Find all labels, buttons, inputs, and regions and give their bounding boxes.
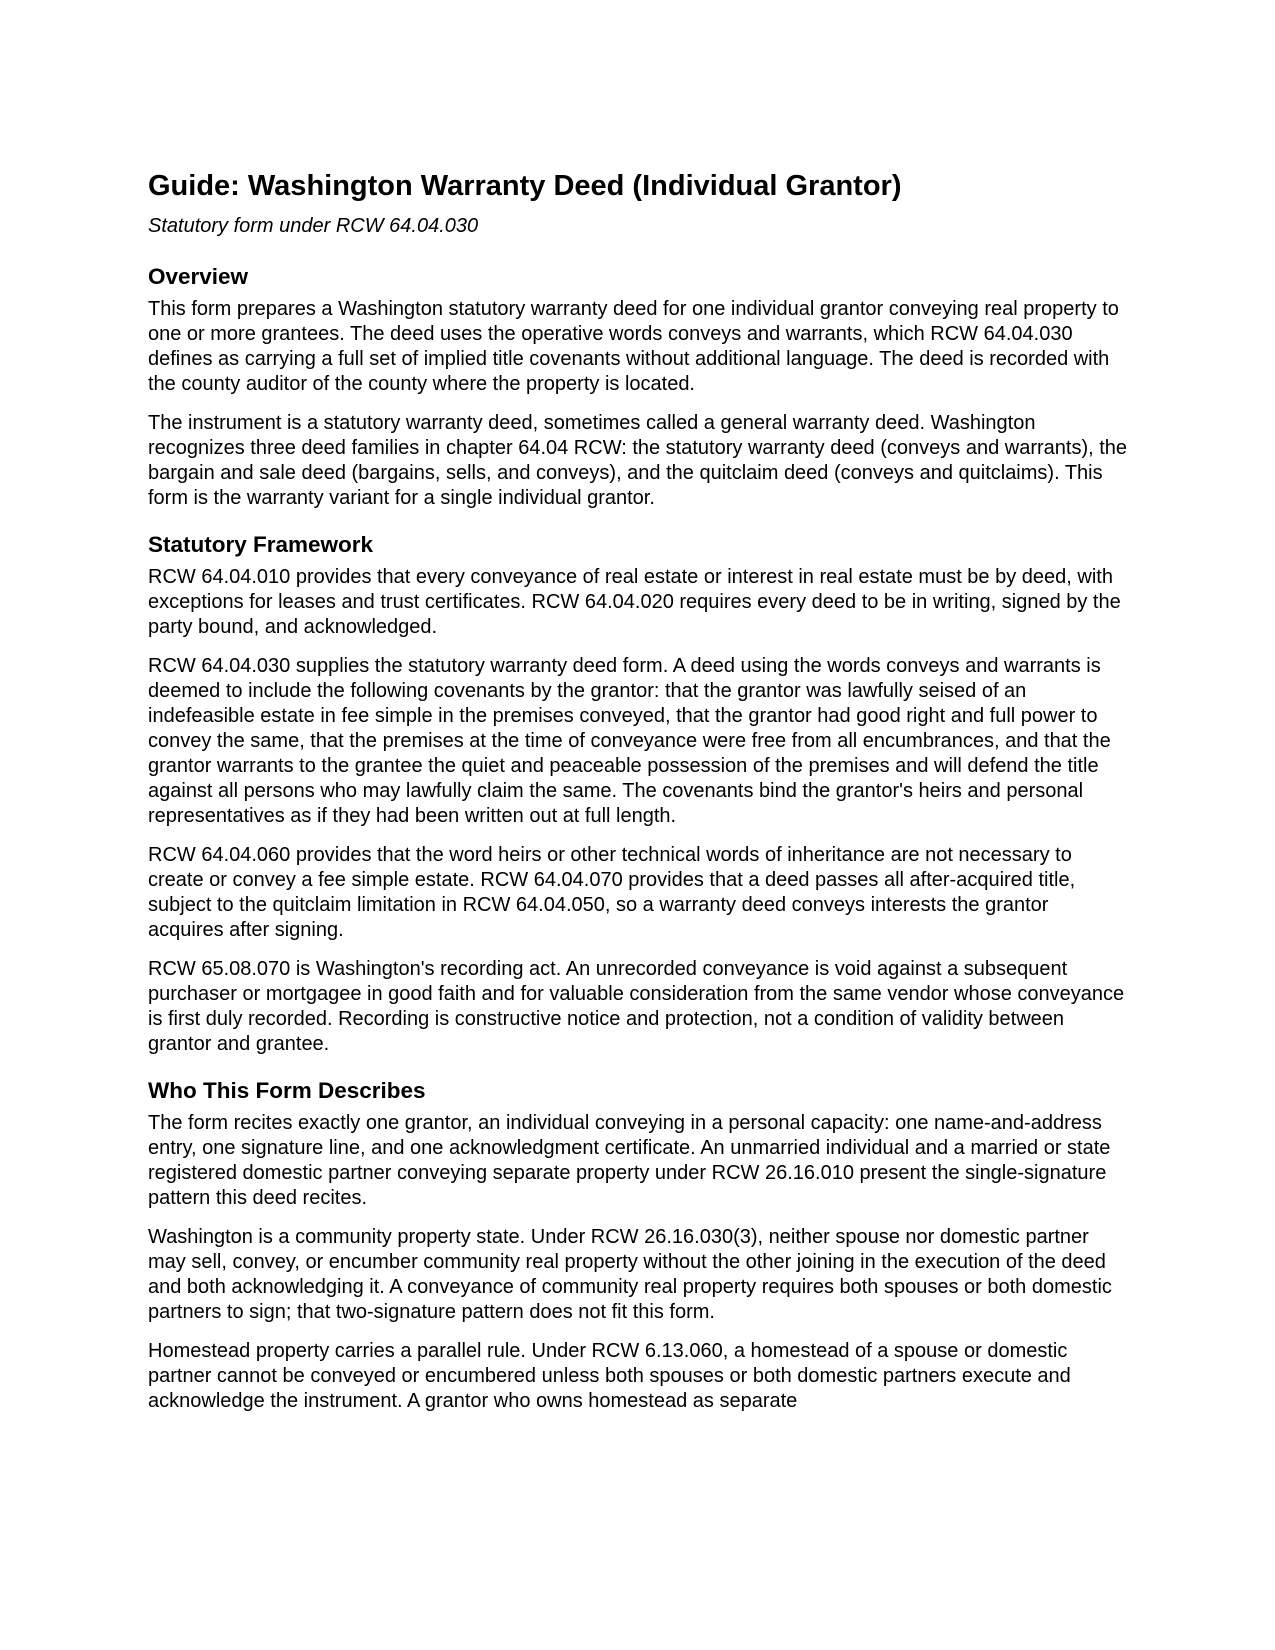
document-title: Guide: Washington Warranty Deed (Individual Grantor) xyxy=(148,170,902,202)
section-heading: Overview xyxy=(148,264,249,289)
section-statutory-framework xyxy=(148,531,1128,1057)
paragraph: RCW 64.04.010 provides that every conveyance of real estate or interest in real estate must be by deed, with exceptions for leases and trust certificates. RCW 64.04.020 requires every deed to be in writing, signed by the party bound, and acknowledged. xyxy=(148,566,1121,638)
paragraph: The form recites exactly one grantor, an individual conveying in a personal capacity: one name-and-address entry, one signature line, and one acknowledgment certificate. An unmarried individual and a married or state registered domestic partner conveying separate property under RCW 26.16.010 present the single-signature pattern this deed recites. xyxy=(148,1112,1111,1209)
section-heading: Statutory Framework xyxy=(148,532,374,557)
paragraph: This form prepares a Washington statutory warranty deed for one individual grantor conveying real property to one or more grantees. The deed uses the operative words conveys and warrants, which RCW 64.04.030 defines as carrying a full set of implied title covenants without additional language. The deed is recorded with the county auditor of the county where the property is located. xyxy=(148,298,1119,395)
section-who-this-form-describes xyxy=(148,1077,1128,1414)
paragraph: RCW 65.08.070 is Washington's recording act. An unrecorded conveyance is void against a subsequent purchaser or mortgagee in good faith and for valuable consideration from the same vendor whose conveyance is first duly recorded. Recording is constructive notice and protection, not a condition of validity between grantor and grantee. xyxy=(148,958,1125,1055)
section-overview xyxy=(148,263,1128,511)
document-page xyxy=(148,168,1128,1414)
paragraph: Homestead property carries a parallel rule. Under RCW 6.13.060, a homestead of a spouse or domestic partner cannot be conveyed or encumbered unless both spouses or both domestic partners execute and acknowledge the instrument. A grantor who owns homestead as separate xyxy=(148,1340,1071,1412)
paragraph: Washington is a community property state. Under RCW 26.16.030(3), neither spouse nor domestic partner may sell, convey, or encumber community real property without the other joining in the execution of the deed and both acknowledging it. A conveyance of community real property requires both spouses or both domestic partners to sign; that two-signature pattern does not fit this form. xyxy=(148,1226,1112,1323)
paragraph: RCW 64.04.060 provides that the word heirs or other technical words of inheritance are not necessary to create or convey a fee simple estate. RCW 64.04.070 provides that a deed passes all after-acquired title, subject to the quitclaim limitation in RCW 64.04.050, so a warranty deed conveys interests the grantor acquires after signing. xyxy=(148,844,1076,941)
document-subtitle: Statutory form under RCW 64.04.030 xyxy=(148,215,479,237)
paragraph: RCW 64.04.030 supplies the statutory warranty deed form. A deed using the words conveys and warrants is deemed to include the following covenants by the grantor: that the grantor was lawfully seised of an indefeasible estate in fee simple in the premises conveyed, that the grantor had good right and full power to convey the same, that the premises at the time of conveyance were free from all encumbrances, and that the grantor warrants to the grantee the quiet and peaceable possession of the premises and will defend the title against all persons who may lawfully claim the same. The covenants bind the grantor's heirs and personal representatives as if they had been written out at full length. xyxy=(148,655,1111,827)
paragraph: The instrument is a statutory warranty deed, sometimes called a general warranty deed. Washington recognizes three deed families in chapter 64.04 RCW: the statutory warranty deed (conveys and warrants), the bargain and sale deed (bargains, sells, and conveys), and the quitclaim deed (conveys and quitclaims). This form is the warranty variant for a single individual grantor. xyxy=(148,412,1128,509)
section-heading: Who This Form Describes xyxy=(148,1078,426,1103)
